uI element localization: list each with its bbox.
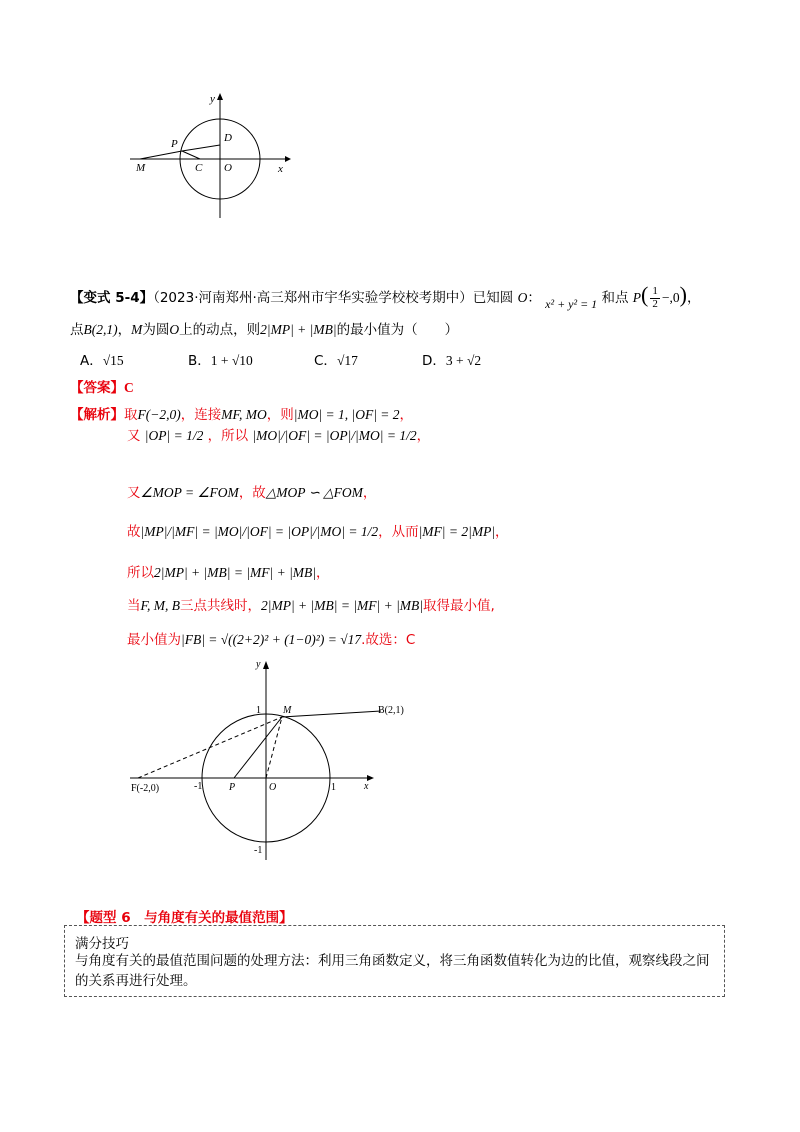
tips-text: 与角度有关的最值范围问题的处理方法：利用三角函数定义，将三角函数值转化为边的比值，观察线段之间的关系再进行处理。 bbox=[75, 953, 710, 989]
tips-box bbox=[64, 925, 725, 997]
segment-pm bbox=[234, 717, 282, 778]
colon: ： bbox=[527, 290, 541, 306]
line2-d: 上的动点，则 bbox=[179, 322, 261, 338]
option-c[interactable]: C．√17 bbox=[314, 353, 358, 369]
option-a[interactable]: A．√15 bbox=[80, 353, 124, 369]
target-expression: 2|MP| + |MB| bbox=[260, 322, 337, 337]
fig2-label-y: y bbox=[256, 659, 261, 670]
analysis-line-6: 当F, M, B三点共线时，2|MP| + |MB| = |MF| + |MB|取得最小值, bbox=[127, 598, 495, 614]
line2-b: ， bbox=[117, 322, 132, 338]
fig1-label-c: C bbox=[195, 162, 203, 174]
segment-mp bbox=[140, 151, 182, 159]
eq-op: |OP| = 1/2 bbox=[144, 428, 204, 443]
fig2-label-one-top: 1 bbox=[256, 705, 261, 716]
answer-line bbox=[70, 376, 134, 396]
eq-mf: |MF| = 2|MP| bbox=[418, 524, 496, 539]
problem-stem-a: 已知圆 bbox=[472, 290, 514, 306]
fig1-label-o: O bbox=[224, 162, 232, 174]
eq-sum-2: 2|MP| + |MB| = |MF| + |MB| bbox=[261, 598, 423, 613]
fig1-label-p: P bbox=[171, 138, 178, 150]
eq-mo-of: |MO| = 1, |OF| = 2 bbox=[293, 407, 400, 422]
fig2-label-neg-one-y: -1 bbox=[254, 845, 263, 856]
segment-pd bbox=[182, 145, 220, 151]
answer-label: 【答案】 bbox=[70, 380, 124, 396]
figure-1-svg bbox=[120, 88, 295, 223]
fig1-label-x: x bbox=[278, 163, 283, 175]
point-f: F(−2,0) bbox=[137, 407, 181, 422]
point-p-name: P bbox=[632, 290, 642, 305]
fig1-label-m: M bbox=[136, 162, 146, 174]
analysis-line-4: 故|MP|/|MF| = |MO|/|OF| = |OP|/|MO| = 1/2，从而|MF| = 2|MP|， bbox=[127, 524, 509, 540]
problem-stem-b: 和点 bbox=[601, 290, 629, 306]
eq-ratio-1: |MO|/|OF| = |OP|/|MO| = 1/2 bbox=[252, 428, 417, 443]
fig1-label-y: y bbox=[210, 93, 215, 105]
fig1-label-d: D bbox=[224, 132, 232, 144]
y-axis-2-arrow-icon bbox=[263, 661, 269, 669]
circle-name-2: O bbox=[169, 322, 180, 337]
line2-e: 的最小值为（ ） bbox=[336, 322, 459, 338]
segment-om bbox=[266, 717, 282, 778]
figure-2 bbox=[125, 655, 404, 870]
analysis-line-2: 又 |OP| = 1/2 ，所以 |MO|/|OF| = |OP|/|MO| = 1/2， bbox=[127, 428, 431, 444]
eq-ratio-2: |MP|/|MF| = |MO|/|OF| = |OP|/|MO| = 1/2 bbox=[140, 524, 379, 539]
figure-1 bbox=[120, 88, 295, 223]
problem-tag: 【变式 5-4】 bbox=[70, 290, 154, 306]
line2-c: 为圆 bbox=[142, 322, 170, 338]
eq-similar: △MOP ∽ △FOM bbox=[265, 485, 363, 500]
line2-a: 点 bbox=[70, 322, 84, 338]
segment-pc bbox=[182, 151, 200, 159]
problem-line-2 bbox=[70, 318, 458, 338]
option-d[interactable]: D．3 + √2 bbox=[422, 353, 482, 369]
fig2-label-f: F(-2,0) bbox=[131, 783, 160, 794]
x-axis-arrow-icon bbox=[285, 156, 291, 162]
figure-2-svg bbox=[125, 655, 385, 870]
analysis-label: 【解析】 bbox=[70, 407, 124, 423]
circle-name: O bbox=[517, 290, 528, 305]
fig2-label-m: M bbox=[283, 705, 292, 716]
answer-value: C bbox=[124, 380, 134, 395]
eq-fb: |FB| = √((2+2)² + (1−0)²) = √17 bbox=[181, 632, 362, 647]
analysis-line-7: 最小值为|FB| = √((2+2)² + (1−0)²) = √17.故选：C bbox=[127, 632, 416, 648]
point-b: B(2,1) bbox=[83, 322, 118, 337]
analysis-line-1: 【解析】取F(−2,0)，连接MF, MO，则|MO| = 1, |OF| = 2， bbox=[70, 407, 414, 423]
var-m: M bbox=[131, 322, 143, 337]
y-axis-arrow-icon bbox=[217, 93, 223, 100]
problem-source: （2023·河南郑州·高三郑州市宇华实验学校校考期中） bbox=[153, 290, 473, 306]
fig2-label-neg-one-x: -1 bbox=[194, 781, 203, 792]
fig2-label-one-x: 1 bbox=[331, 782, 336, 793]
tips-title: 满分技巧 bbox=[75, 936, 129, 952]
problem-line-1: 【变式 5-4】（2023·河南郑州·高三郑州市宇华实验学校校考期中）已知圆 O： x² + y² = 1 和点 P( $\frac{1}{2}$ −,0)， bbox=[70, 282, 701, 311]
option-b[interactable]: B．1 + √10 bbox=[188, 353, 253, 369]
eq-sum: 2|MP| + |MB| = |MF| + |MB| bbox=[154, 565, 316, 580]
circle-equation: x² + y² = 1 bbox=[545, 297, 598, 311]
analysis-line-3: 又∠MOP = ∠FOM，故△MOP ∽ △FOM， bbox=[127, 485, 377, 501]
fig2-label-x: x bbox=[364, 781, 369, 792]
fig2-label-o: O bbox=[269, 782, 277, 793]
point-p-coords: −,0 bbox=[661, 290, 680, 305]
eq-angle: ∠MOP = ∠FOM bbox=[140, 485, 239, 500]
fig2-label-b: B(2,1) bbox=[378, 705, 404, 716]
segment-fm bbox=[138, 717, 282, 778]
analysis-line-5: 所以2|MP| + |MB| = |MF| + |MB|， bbox=[127, 565, 330, 581]
section-title: 【题型 6 与角度有关的最值范围】 bbox=[76, 910, 293, 926]
fig2-label-p: P bbox=[229, 782, 236, 793]
segment-mb bbox=[282, 711, 381, 717]
